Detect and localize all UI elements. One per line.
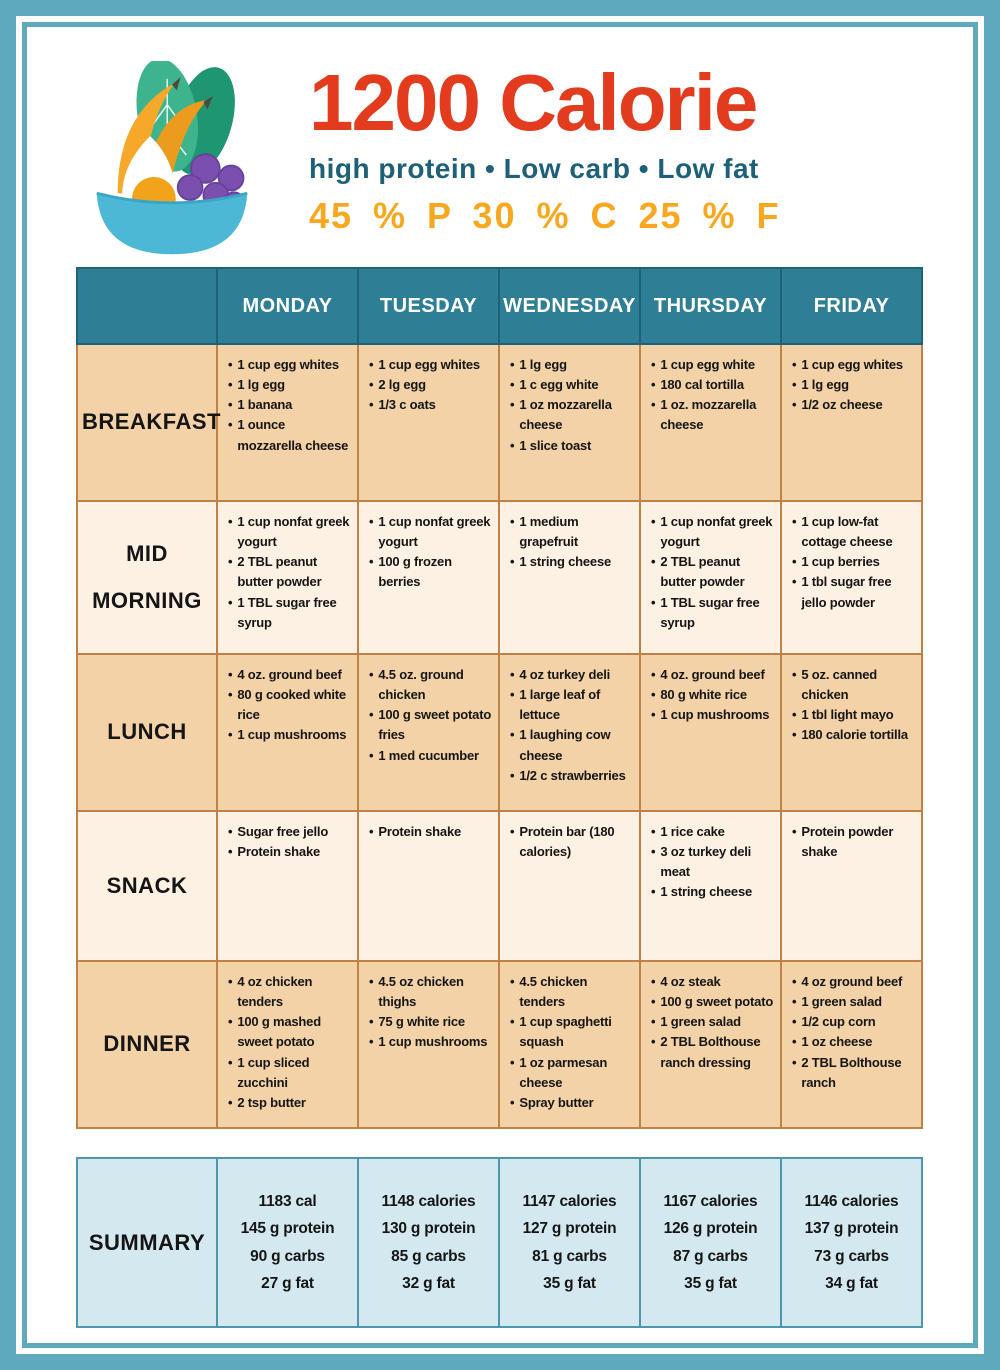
meal-item: 35 g fat xyxy=(543,1274,596,1292)
meal-item: • Protein shake xyxy=(369,824,462,839)
meal-item: • 1 medium grapefruit xyxy=(510,514,579,550)
meal-item: • 80 g cooked white rice xyxy=(228,687,346,723)
meal-item: • 4 oz ground beef xyxy=(792,974,903,989)
meal-item: • 4.5 oz. ground chicken xyxy=(369,667,464,703)
cell-mid-morning-thursday xyxy=(640,501,781,654)
title-block xyxy=(309,58,781,237)
meal-item: • 1 oz cheese xyxy=(792,1034,873,1050)
header-section xyxy=(27,27,973,255)
meal-item: 27 g fat xyxy=(261,1274,314,1292)
meal-item: • 1 cup egg whites xyxy=(228,357,339,372)
meal-item: • 4 oz turkey deli xyxy=(510,667,611,682)
meal-item: • 3 oz turkey deli meat xyxy=(651,844,752,880)
meal-item: 81 g carbs xyxy=(532,1247,607,1265)
meal-item: • 4.5 chicken tenders xyxy=(510,974,588,1010)
meal-item: • Protein powder shake xyxy=(792,824,894,860)
meal-item: 34 g fat xyxy=(825,1274,878,1292)
cell-mid-morning-tuesday xyxy=(358,501,499,654)
cell-dinner-thursday xyxy=(640,961,781,1128)
meal-item: • 75 g white rice xyxy=(369,1014,465,1030)
meal-item: • 1/2 oz cheese xyxy=(792,397,883,413)
meal-item: • 1 cup nonfat greek yogurt xyxy=(228,514,350,550)
cell-dinner-tuesday xyxy=(358,961,499,1128)
fruit-bowl-icon xyxy=(91,61,253,255)
meal-item: • 1 slice toast xyxy=(510,437,592,453)
meal-item: • 1 tbl sugar free jello powder xyxy=(792,574,892,610)
cell-breakfast-wednesday xyxy=(499,344,640,501)
meal-item: • 1 cup berries xyxy=(792,554,880,570)
cell-snack-thursday xyxy=(640,811,781,961)
cell-summary-thursday xyxy=(640,1158,781,1327)
meal-item: • 180 calorie tortilla xyxy=(792,727,908,743)
meal-item: • 100 g sweet potato xyxy=(651,994,774,1010)
meal-item: 73 g carbs xyxy=(814,1247,889,1265)
meal-item: • 180 cal tortilla xyxy=(651,377,744,393)
meal-item: 32 g fat xyxy=(402,1274,455,1292)
meal-item: 130 g protein xyxy=(381,1220,476,1238)
cell-summary-friday xyxy=(781,1158,922,1327)
row-snack xyxy=(77,811,922,961)
meal-item: • 1 green salad xyxy=(651,1014,741,1030)
cell-breakfast-thursday xyxy=(640,344,781,501)
meal-item: • 2 TBL peanut butter powder xyxy=(228,554,322,590)
page-title: 1200 Calorie xyxy=(309,58,757,147)
cell-mid-morning-wednesday xyxy=(499,501,640,654)
cell-lunch-monday xyxy=(217,654,358,811)
meal-item: 126 g protein xyxy=(663,1220,758,1238)
meal-item: • 4 oz. ground beef xyxy=(228,667,342,682)
cell-lunch-tuesday xyxy=(358,654,499,811)
meal-item: • 1 TBL sugar free syrup xyxy=(228,594,337,630)
meal-item: • 5 oz. canned chicken xyxy=(792,667,877,703)
cell-lunch-friday xyxy=(781,654,922,811)
row-label-mid-morning: MID MORNING xyxy=(77,501,217,654)
cell-breakfast-friday xyxy=(781,344,922,501)
meal-item: • 1 med cucumber xyxy=(369,747,479,763)
row-summary xyxy=(77,1158,922,1327)
cell-snack-friday xyxy=(781,811,922,961)
meal-item: 1146 calories xyxy=(804,1193,899,1211)
table-header-row xyxy=(77,268,922,344)
meal-item: • 4 oz chicken tenders xyxy=(228,974,313,1010)
meal-item: • Spray butter xyxy=(510,1094,594,1110)
day-header-friday: FRIDAY xyxy=(781,268,922,344)
meal-item: • 1 oz. mozzarella cheese xyxy=(651,397,757,433)
meal-item: 127 g protein xyxy=(522,1220,617,1238)
row-label-summary: SUMMARY xyxy=(77,1158,217,1327)
meal-item: • 2 TBL peanut butter powder xyxy=(651,554,745,590)
cell-dinner-monday xyxy=(217,961,358,1128)
row-dinner xyxy=(77,961,922,1128)
row-label-breakfast: BREAKFAST xyxy=(77,344,217,501)
meal-item: 35 g fat xyxy=(684,1274,737,1292)
meal-item: 1167 calories xyxy=(663,1193,758,1211)
day-header-tuesday: TUESDAY xyxy=(358,268,499,344)
frame-white-stripe xyxy=(16,16,984,1354)
page-subtitle: high protein • Low carb • Low fat xyxy=(309,153,759,184)
meal-item: • 2 TBL Bolthouse ranch dressing xyxy=(651,1034,761,1070)
meal-item: 1183 cal xyxy=(258,1193,317,1211)
meal-item: 137 g protein xyxy=(804,1220,899,1238)
meal-item: • Protein bar (180 calories) xyxy=(510,824,615,860)
meal-item: • 1 lg egg xyxy=(792,377,849,393)
meal-item: • 1 lg egg xyxy=(228,377,285,393)
cell-lunch-wednesday xyxy=(499,654,640,811)
meal-item: • 1 lg egg xyxy=(510,357,567,372)
cell-breakfast-tuesday xyxy=(358,344,499,501)
meal-item: • 4.5 oz chicken thighs xyxy=(369,974,464,1010)
meal-item: • 100 g mashed sweet potato xyxy=(228,1014,321,1050)
cell-summary-monday xyxy=(217,1158,358,1327)
day-header-monday: MONDAY xyxy=(217,268,358,344)
meal-item: • 1 rice cake xyxy=(651,824,725,839)
row-label-dinner: DINNER xyxy=(77,961,217,1128)
cell-mid-morning-monday xyxy=(217,501,358,654)
meal-plan-table xyxy=(76,267,923,1129)
row-mid-morning xyxy=(77,501,922,654)
meal-item: • 1 c egg white xyxy=(510,377,599,393)
meal-item: • 100 g frozen berries xyxy=(369,554,452,590)
meal-item: • 1 cup egg whites xyxy=(369,357,480,372)
meal-item: 85 g carbs xyxy=(391,1247,466,1265)
meal-item: • Sugar free jello xyxy=(228,824,329,839)
cell-dinner-wednesday xyxy=(499,961,640,1128)
cell-dinner-friday xyxy=(781,961,922,1128)
summary-table xyxy=(76,1157,923,1328)
meal-item: 1147 calories xyxy=(522,1193,617,1211)
cell-summary-tuesday xyxy=(358,1158,499,1327)
meal-item: • 1 cup nonfat greek yogurt xyxy=(369,514,491,550)
meal-item: • 1 string cheese xyxy=(510,554,612,570)
meal-item: • 1 green salad xyxy=(792,994,882,1010)
meal-item: • 1 banana xyxy=(228,397,293,413)
meal-item: 90 g carbs xyxy=(250,1247,325,1265)
row-breakfast xyxy=(77,344,922,501)
meal-item: • 1 oz parmesan cheese xyxy=(510,1054,608,1090)
meal-item: • 1 cup egg whites xyxy=(792,357,903,372)
meal-item: • 1 cup mushrooms xyxy=(651,707,770,723)
cell-summary-wednesday xyxy=(499,1158,640,1327)
day-header-wednesday: WEDNESDAY xyxy=(499,268,640,344)
cell-snack-monday xyxy=(217,811,358,961)
day-header-thursday: THURSDAY xyxy=(640,268,781,344)
meal-item: • 1 oz mozzarella cheese xyxy=(510,397,612,433)
meal-item: • 1 TBL sugar free syrup xyxy=(651,594,760,630)
meal-item: • 1/2 c strawberries xyxy=(510,767,626,783)
meal-item: • 1 cup egg white xyxy=(651,357,755,372)
cell-snack-wednesday xyxy=(499,811,640,961)
bowl-icon xyxy=(97,193,248,254)
meal-item: • 1 tbl light mayo xyxy=(792,707,894,723)
meal-item: • 1 cup spaghetti squash xyxy=(510,1014,612,1050)
meal-item: • 100 g sweet potato fries xyxy=(369,707,492,743)
meal-item: • 80 g white rice xyxy=(651,687,747,703)
meal-item: • 4 oz. ground beef xyxy=(651,667,765,682)
meal-item: 1148 calories xyxy=(381,1193,476,1211)
meal-item: • 1/2 cup corn xyxy=(792,1014,876,1030)
meal-item: • 1 ounce mozzarella cheese xyxy=(228,417,349,453)
meal-item: • 1 string cheese xyxy=(651,884,753,900)
meal-item: • 1 laughing cow cheese xyxy=(510,727,611,763)
cell-snack-tuesday xyxy=(358,811,499,961)
cell-mid-morning-friday xyxy=(781,501,922,654)
row-lunch xyxy=(77,654,922,811)
meal-item: • 1/3 c oats xyxy=(369,397,436,413)
meal-item: • 2 lg egg xyxy=(369,377,426,393)
meal-item: • 1 cup sliced zucchini xyxy=(228,1054,310,1090)
meal-item: • 2 tsp butter xyxy=(228,1094,306,1110)
cell-lunch-thursday xyxy=(640,654,781,811)
meal-item: • 1 large leaf of lettuce xyxy=(510,687,601,723)
row-label-snack: SNACK xyxy=(77,811,217,961)
macro-split: 45 % P 30 % C 25 % F xyxy=(309,195,781,236)
meal-item: • 1 cup nonfat greek yogurt xyxy=(651,514,773,550)
meal-item: • 2 TBL Bolthouse ranch xyxy=(792,1054,902,1090)
poster xyxy=(22,22,978,1348)
corner-cell xyxy=(77,268,217,344)
meal-item: • 1 cup mushrooms xyxy=(369,1034,488,1050)
cell-breakfast-monday xyxy=(217,344,358,501)
meal-item: • 1 cup mushrooms xyxy=(228,727,347,743)
meal-item: • 1 cup low-fat cottage cheese xyxy=(792,514,893,550)
meal-item: 145 g protein xyxy=(240,1220,335,1238)
meal-item: • Protein shake xyxy=(228,844,321,860)
row-label-lunch: LUNCH xyxy=(77,654,217,811)
meal-item: • 4 oz steak xyxy=(651,974,721,989)
meal-item: 87 g carbs xyxy=(673,1247,748,1265)
